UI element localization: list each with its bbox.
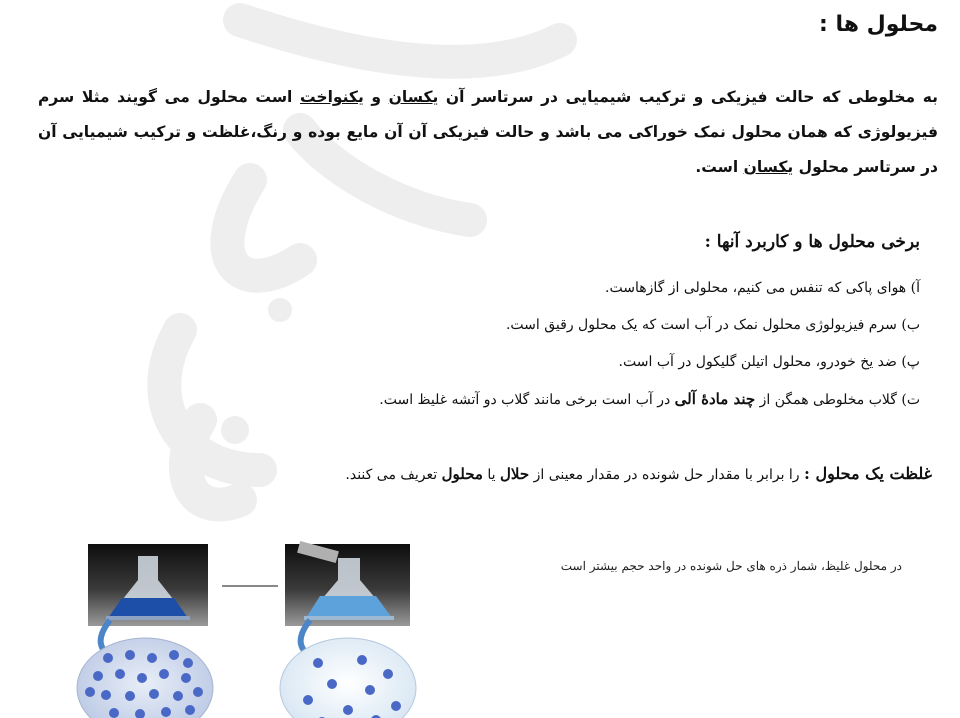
concentrated-particles-view [77, 638, 213, 718]
concentration-solution: محلول [441, 465, 483, 483]
definition-text-1: به مخلوطی که حالت فیزیکی و ترکیب شیمیایی در سرتاسر آن [438, 88, 938, 106]
definition-paragraph [38, 80, 938, 185]
dilute-photo [285, 541, 410, 626]
concentration-label: غلظت یک محلول : [804, 464, 932, 483]
concentration-text-1: را برابر با مقدار حل شونده در مقدار معینی از [529, 467, 805, 483]
definition-underlined-3: یکسان [743, 158, 794, 176]
concentration-definition [345, 464, 932, 483]
example-d-bold: چند مادهٔ آلی [674, 390, 756, 408]
definition-text-3: است محلول می گویند مثلا سرم فیزیولوژی که همان محلول نمک خوراکی می باشد و حالت فیزیکی آن آن مایع بوده و رنگ،غلظت و ترکیب شیمیایی آن در سرتاسر محلول [38, 88, 938, 176]
concentration-illustration [70, 538, 430, 718]
definition-text-4: است. [695, 158, 744, 176]
page-title: محلول ها : [819, 12, 938, 37]
example-item-c: پ) ضد یخ خودرو، محلول اتیلن گلیکول در آب است. [618, 354, 920, 370]
examples-list [220, 270, 920, 418]
examples-heading: برخی محلول ها و کاربرد آنها : [704, 232, 920, 252]
example-item-d [220, 381, 920, 418]
example-d-text-2: در آب است برخی مانند گلاب دو آتشه غلیظ است. [379, 392, 675, 408]
example-item-b: ب) سرم فیزیولوژی محلول نمک در آب است که یک محلول رقیق است. [505, 317, 920, 333]
concentration-text-3: تعریف می کنند. [345, 467, 442, 483]
definition-text-2: و [363, 88, 389, 106]
example-item-a: آ) هوای پاکی که تنفس می کنیم، محلولی از گازهاست. [605, 280, 920, 296]
concentrated-photo [88, 544, 208, 626]
concentration-text-2: یا [482, 467, 501, 483]
concentration-solvent: حلال [500, 465, 530, 483]
example-d-text-1: ت) گلاب مخلوطی همگن از [755, 392, 920, 408]
definition-underlined-1: یکسان [388, 88, 439, 106]
figure-caption: در محلول غلیظ، شمار ذره های حل شونده در واحد حجم بیشتر است [560, 559, 902, 573]
definition-underlined-2: یکنواخت [300, 88, 364, 106]
